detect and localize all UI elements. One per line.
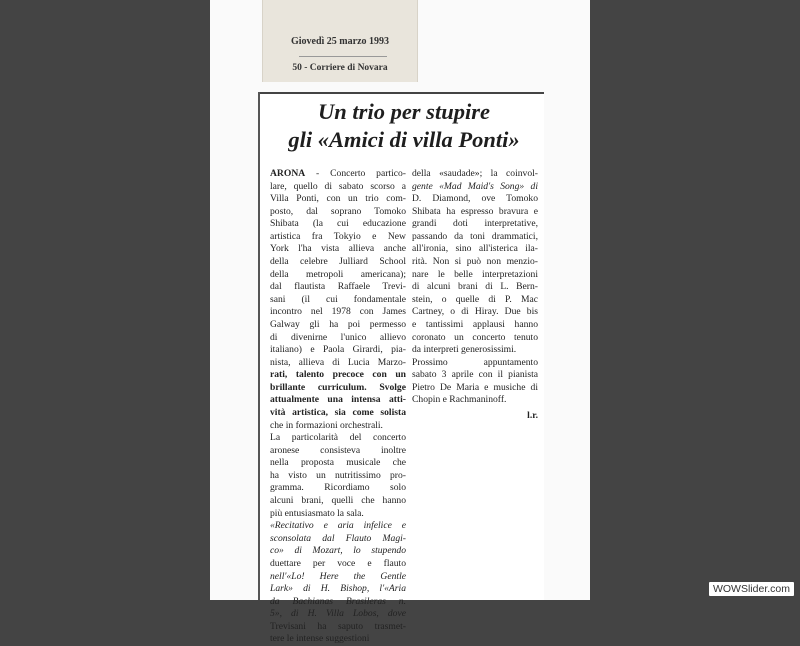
article-line: ARONA - Concerto partico- bbox=[270, 168, 406, 179]
date-clipping bbox=[262, 0, 418, 82]
article-line: co» di Mozart, lo stupendo bbox=[270, 545, 406, 557]
article-line: artistica fra Tokyio e New bbox=[270, 230, 406, 242]
headline-line-1: Un trio per stupire bbox=[318, 99, 490, 124]
article-line: tere le intense suggestioni bbox=[270, 633, 370, 645]
article-line: all'ironia, sino all'isterica ila- bbox=[412, 243, 538, 255]
article-line: di divenirne l'unico allievo bbox=[270, 331, 406, 343]
article-line: Lark» di H. Bishop, l'«Aria bbox=[270, 583, 406, 595]
article-line: lare, quello di sabato scorso a bbox=[270, 180, 406, 192]
article-line: sani (il cui fondamentale bbox=[270, 293, 406, 305]
article-line: brillante curriculum. Svolge bbox=[270, 381, 406, 393]
article-column-right bbox=[412, 168, 538, 423]
article-line: nista, allieva di Lucia Marzo- bbox=[270, 356, 406, 368]
article-line: Pietro De Maria e musiche di bbox=[412, 381, 538, 393]
article-line: Prossimo appuntamento bbox=[412, 356, 538, 368]
article-line: più entusiasmato la sala. bbox=[270, 507, 364, 519]
article-clipping bbox=[258, 92, 544, 645]
author-signature: l.r. bbox=[527, 409, 538, 421]
article-headline bbox=[264, 98, 544, 154]
article-line: Galway gli ha poi permesso bbox=[270, 318, 406, 330]
article-line: attualmente una intensa atti- bbox=[270, 394, 406, 406]
article-line: della «saudade»; la coinvol- bbox=[412, 168, 538, 179]
article-line: incontro nel 1978 con James bbox=[270, 306, 406, 318]
article-line: D. Diamond, ove Tomoko bbox=[412, 193, 538, 205]
article-line: «Recitativo e aria infelice e bbox=[270, 520, 406, 532]
article-line: sabato 3 aprile con il pianista bbox=[412, 369, 538, 381]
article-line: duettare per voce e flauto bbox=[270, 557, 406, 569]
article-line: sconsolata dal Flauto Magi- bbox=[270, 532, 406, 544]
article-line: gente «Mad Maid's Song» di bbox=[412, 180, 538, 192]
left-rule bbox=[258, 92, 260, 600]
article-line: nella proposta musicale che bbox=[270, 457, 406, 469]
article-line: nell'«Lo! Here the Gentle bbox=[270, 570, 406, 582]
article-line: della metropoli americana); bbox=[270, 268, 406, 280]
article-line: Cartney, o di Hiray. Due bis bbox=[412, 306, 538, 318]
article-line: passando da toni drammatici, bbox=[412, 230, 538, 242]
article-line: Shibata (la cui educazione bbox=[270, 218, 406, 230]
article-line: Shibata ha espresso bravura e bbox=[412, 205, 538, 217]
article-column-left bbox=[270, 168, 406, 646]
article-line: rati, talento precoce con un bbox=[270, 369, 406, 381]
article-line: dal flautista Raffaele Trevi- bbox=[270, 281, 406, 293]
article-line: Chopin e Rachmaninoff. bbox=[412, 394, 507, 406]
article-line: rità. Non si può non menzio- bbox=[412, 256, 538, 268]
article-line: da Bachianas Brasileras n. bbox=[270, 595, 406, 607]
article-line: e tantissimi applausi hanno bbox=[412, 318, 538, 330]
article-line: grandi doti interpretative, bbox=[412, 218, 538, 230]
article-line: La particolarità del concerto bbox=[270, 432, 406, 444]
article-line: gramma. Ricordiamo solo bbox=[270, 482, 406, 494]
article-line: italiano) e Paola Girardi, pia- bbox=[270, 344, 406, 356]
publication-date: Giovedì 25 marzo 1993 bbox=[290, 36, 390, 47]
watermark-link[interactable]: WOWSlider.com bbox=[709, 582, 794, 596]
date-divider bbox=[299, 56, 387, 57]
article-line: coronato un concerto tenuto bbox=[412, 331, 538, 343]
headline-line-2: gli «Amici di villa Ponti» bbox=[288, 127, 520, 152]
article-line: York l'ha vista allieva anche bbox=[270, 243, 406, 255]
article-line: di alcuni brani di L. Bern- bbox=[412, 281, 538, 293]
article-line: aronese consisteva inoltre bbox=[270, 444, 406, 456]
article-line: della celebre Julliard School bbox=[270, 256, 406, 268]
article-line: alcuni brani, quelli che hanno bbox=[270, 495, 406, 507]
article-line: vità artistica, sia come solista bbox=[270, 406, 406, 418]
article-line: ha visto un nutritissimo pro- bbox=[270, 469, 406, 481]
article-line: nare le belle interpretazioni bbox=[412, 268, 538, 280]
article-line: posto, dal soprano Tomoko bbox=[270, 205, 406, 217]
newspaper-source: 50 - Corriere di Novara bbox=[292, 63, 388, 73]
article-line: che in formazioni orchestrali. bbox=[270, 419, 383, 431]
article-line: Trevisani ha saputo trasmet- bbox=[270, 620, 406, 632]
article-line: 5», di H. Villa Lobos, dove bbox=[270, 608, 406, 620]
article-line: stein, o quelle di P. Mac bbox=[412, 293, 538, 305]
article-line: Villa Ponti, con un trio com- bbox=[270, 193, 406, 205]
article-line: da interpreti generosissimi. bbox=[412, 344, 517, 356]
top-rule bbox=[258, 92, 544, 94]
